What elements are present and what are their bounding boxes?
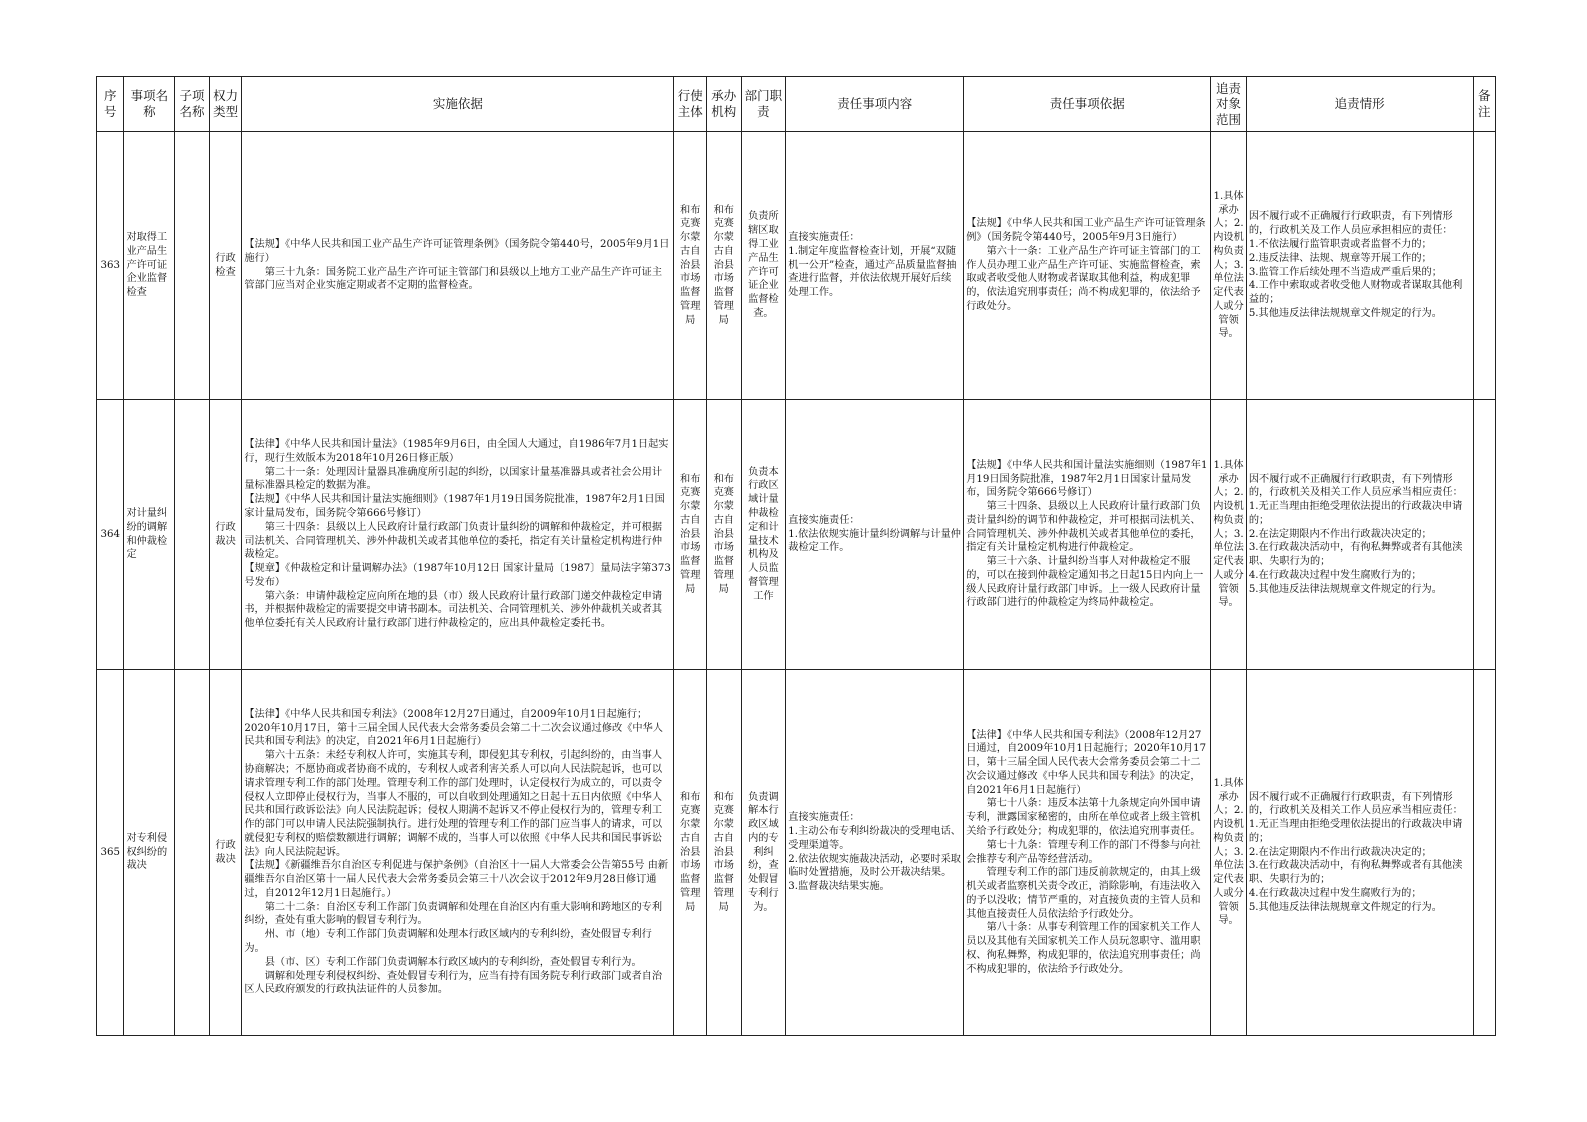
row-situation-line: 3.在行政裁决活动中，有徇私舞弊或者有其他渎职、失职行为的； — [1248, 860, 1463, 886]
row-resp-basis — [964, 132, 1211, 400]
row-situation-line: 因不履行或不正确履行行政职责，有下列情形的，行政机关及相关工作人员应承当相应责任： — [1248, 791, 1463, 817]
row-resp-basis-line: 第七十八条：违反本法第十九条规定向外国申请专利，泄露国家秘密的，由所在单位或者上级主管机关给予行政处分；构成犯罪的，依法追究刑事责任。 — [966, 798, 1201, 837]
row-duty: 负责调解本行政区域内的专利纠纷，查处假冒专利行为。 — [741, 670, 786, 1036]
row-type: 行政裁决 — [209, 400, 242, 670]
row-resp-basis-line: 第八十条：从事专利管理工作的国家机关工作人员以及其他有关国家机关工作人员玩忽职守、滥用职权、徇私舞弊，构成犯罪的，依法追究刑事责任；尚不构成犯罪的，依法给予行政处分。 — [966, 922, 1201, 975]
row-duty: 负责所辖区取得工业产品生产许可证企业监督检查。 — [741, 132, 786, 400]
row-name: 对取得工业产品生产许可证企业监督检查 — [124, 132, 175, 400]
row-content — [786, 132, 964, 400]
row-content-line: 1.依法依规实施计量纠纷调解与计量仲裁检定工作。 — [788, 528, 961, 554]
row-basis-line: 【规章】《仲裁检定和计量调解办法》（1987年10月12日 国家计量局〔1987〕量局法字第373号发布） — [244, 563, 671, 588]
row-content — [786, 670, 964, 1036]
row-resp-basis — [964, 670, 1211, 1036]
row-situation — [1246, 670, 1473, 1036]
row-situation — [1246, 400, 1473, 670]
row-note — [1473, 132, 1495, 400]
row-basis-line: 第二十一条：处理因计量器具准确度所引起的纠纷，以国家计量基准器具或者社会公用计量标准器具检定的数据为准。 — [244, 466, 663, 492]
row-basis-line: 第三十四条：县级以上人民政府计量行政部门负责计量纠纷的调解和仲裁检定，并可根据司法机关、合同管理机关、涉外仲裁机关或者其他单位的委托，指定有关计量检定机构进行仲裁检定。 — [244, 521, 663, 561]
row-type: 行政检查 — [209, 132, 242, 400]
row-situation-line: 2.在法定期限内不作出行政裁决决定的； — [1248, 528, 1432, 540]
row-name: 对专利侵权纠纷的裁决 — [124, 670, 175, 1036]
row-situation-line: 1.无正当理由拒绝受理依法提出的行政裁决申请的； — [1248, 819, 1463, 844]
row-situation-line: 1.不依法履行监管职责或者监督不力的； — [1248, 238, 1432, 250]
row-content — [786, 400, 964, 670]
row-resp-basis-line: 管理专利工作的部门违反前款规定的，由其上级机关或者监察机关责令改正，消除影响，有违法收入的予以没收；情节严重的，对直接负责的主管人员和其他直接责任人员依法给予行政处分。 — [966, 867, 1201, 920]
row-situation-line: 2.在法定期限内不作出行政裁决决定的； — [1248, 846, 1432, 858]
row-basis-line: 第六十五条：未经专利权人许可，实施其专利，即侵犯其专利权，引起纠纷的，由当事人协商解决；不愿协商或者协商不成的，专利权人或者利害关系人可以向人民法院起诉，也可以请求管理专利工作的部门处理。管理专利工作的部门处理时，认定侵权行为成立的，可以责令侵权人立即停止侵权行为，当事人不服的，可以自收到处理通知之日起十五日内依照《中华人民共和国行政诉讼法》向人民法院起诉；侵权人期满不起诉又不停止侵权行为的，管理专利工作的部门可以申请人民法院强制执行。进行处理的管理专利工作的部门应当事人的请求，可以就侵犯专利权的赔偿数额进行调解；调解不成的，当事人可以依照《中华人民共和国民事诉讼法》向人民法院起诉。 — [244, 750, 663, 858]
row-basis-line: 【法规】《新疆维吾尔自治区专利促进与保护条例》（自治区十一届人大常委会公告第55号 由新疆维吾尔自治区第十一届人民代表大会常务委员会第三十八次会议于2012年9月28日修订通过，自2012年12月1日起施行。） — [244, 860, 669, 899]
row-situation-line: 4.工作中索取或者收受他人财物或者谋取其他利益的； — [1248, 280, 1463, 306]
row-scope: 1.具体承办人；2.内设机构负责人；3.单位法定代表人或分管领导。 — [1211, 400, 1247, 670]
row-basis-line: 【法规】《中华人民共和国工业产品生产许可证管理条例》（国务院令第440号，2005年9月1日施行） — [244, 238, 670, 264]
row-basis-line: 【法规】《中华人民共和国计量法实施细则》（1987年1月19日国务院批准，1987年2月1日国家计量局发布，国务院令第666号修订） — [244, 494, 665, 519]
row-situation-line: 5.其他违反法律法规规章文件规定的行为。 — [1248, 901, 1442, 913]
row-content-line: 3.监督裁决结果实施。 — [788, 881, 890, 893]
row-situation — [1246, 132, 1473, 400]
header-content: 责任事项内容 — [786, 77, 964, 132]
header-scope: 追责对象范围 — [1211, 77, 1247, 132]
row-situation-line: 3.监管工作后续处理不当造成严重后果的； — [1248, 266, 1442, 278]
header-basis: 实施依据 — [242, 77, 674, 132]
header-situation: 追责情形 — [1246, 77, 1473, 132]
row-basis-line: 【法律】《中华人民共和国计量法》（1985年9月6日，由全国人大通过，自1986年7月1日起实行，现行生效版本为2018年10月26日修正版） — [244, 439, 669, 464]
row-situation-line: 5.其他违反法律法规规章文件规定的行为。 — [1248, 307, 1442, 319]
row-scope: 1.具体承办人；2.内设机构负责人；3.单位法定代表人或分管领导。 — [1211, 132, 1247, 400]
row-resp-basis-line: 第三十六条、计量纠纷当事人对仲裁检定不服的，可以在接到仲裁检定通知书之日起15日内向上一级人民政府计量行政部门申诉。上一级人民政府计量行政部门进行的仲裁检定为终局仲裁检定。 — [966, 556, 1204, 609]
row-content-line: 2.依法依规实施裁决活动，必要时采取临时处置措施，及时公开裁决结果。 — [788, 853, 961, 879]
row-duty: 负责本行政区域计量仲裁检定和计量技术机构及人员监督管理工作 — [741, 400, 786, 670]
header-name: 事项名称 — [124, 77, 175, 132]
power-list-table — [96, 76, 1496, 1036]
row-situation-line: 2.违反法律、法规、规章等开展工作的； — [1248, 252, 1432, 264]
row-note — [1473, 400, 1495, 670]
row-seq: 365 — [97, 670, 124, 1036]
row-basis-line: 第三十九条：国务院工业产品生产许可证主管部门和县级以上地方工业产品生产许可证主管部门应当对企业实施定期或者不定期的监督检查。 — [244, 266, 663, 292]
header-row — [97, 77, 1496, 132]
row-basis — [242, 670, 674, 1036]
row-content-line: 直接实施责任： — [788, 514, 860, 526]
row-basis-line: 县（市、区）专利工作部门负责调解本行政区域内的专利纠纷，查处假冒专利行为。 — [264, 956, 642, 968]
row-basis-line: 第二十二条：自治区专利工作部门负责调解和处理在自治区内有重大影响和跨地区的专利纠纷，查处有重大影响的假冒专利行为。 — [244, 901, 663, 927]
header-seq: 序号 — [97, 77, 124, 132]
row-situation-line: 因不履行或不正确履行行政职责，有下列情形的，行政机关及工作人员应承担相应的责任： — [1248, 211, 1453, 237]
header-duty: 部门职责 — [741, 77, 786, 132]
row-resp-basis-line: 第六十一条：工业产品生产许可证主管部门的工作人员办理工业产品生产许可证、实施监督检查，索取或者收受他人财物或者谋取其他利益，构成犯罪的，依法追究刑事责任；尚不构成犯罪的，依法给予行政处分。 — [966, 245, 1201, 312]
row-situation-line: 3.在行政裁决活动中，有徇私舞弊或者有其他渎职、失职行为的； — [1248, 542, 1463, 568]
row-type: 行政裁决 — [209, 670, 242, 1036]
row-resp-basis-line: 第七十九条：管理专利工作的部门不得参与向社会推荐专利产品等经营活动。 — [966, 839, 1201, 865]
row-org: 和布克赛尔蒙古自治县市场监督管理局 — [706, 132, 741, 400]
table-row — [97, 400, 1496, 670]
row-content-line: 直接实施责任： — [788, 232, 860, 244]
header-note: 备注 — [1473, 77, 1495, 132]
row-resp-basis-line: 【法律】《中华人民共和国专利法》（2008年12月27日通过，自2009年10月1日起施行；2020年10月17日，第十三届全国人民代表大会常务委员会第二十二次会议通过修改《中华人民共和国专利法》的决定，自2021年6月1日起施行） — [966, 729, 1207, 796]
row-basis-line: 第六条：申请仲裁检定应向所在地的县（市）级人民政府计量行政部门递交仲裁检定申请书，并根据仲裁检定的需要提交申请书副本。司法机关、合同管理机关、涉外仲裁机关或者其他单位委托有关人民政府计量行政部门进行仲裁检定的，应出具仲裁检定委托书。 — [244, 590, 663, 630]
row-situation-line: 4.在行政裁决过程中发生腐败行为的； — [1248, 569, 1422, 581]
row-situation-line: 1.无正当理由拒绝受理依法提出的行政裁决申请的； — [1248, 501, 1463, 526]
row-content-line: 1.制定年度监督检查计划，开展“双随机一公开”检查，通过产品质量监督抽查进行监督，并依法依规开展好后续处理工作。 — [788, 245, 957, 299]
table-row — [97, 670, 1496, 1036]
row-basis-line: 州、市（地）专利工作部门负责调解和处理本行政区域内的专利纠纷，查处假冒专利行为。 — [244, 929, 652, 954]
row-org: 和布克赛尔蒙古自治县市场监督管理局 — [706, 670, 741, 1036]
header-org: 承办机构 — [706, 77, 741, 132]
row-resp-basis-line: 第三十四条、县级以上人民政府计量行政部门负责计量纠纷的调节和仲裁检定，并可根据司法机关、合同管理机关、涉外仲裁机关或者其他单位的委托，指定有关计量检定机构进行仲裁检定。 — [966, 501, 1201, 554]
row-basis-line: 【法律】《中华人民共和国专利法》（2008年12月27日通过，自2009年10月1日起施行；2020年10月17日，第十三届全国人民代表大会常务委员会第二十二次会议通过修改《中华人民共和国专利法》的决定，自2021年6月1日起施行） — [244, 708, 663, 748]
row-resp-basis-line: 【法规】《中华人民共和国计量法实施细则（1987年1月19日国务院批准，1987年2月1日国家计量局发布，国务院令第666号修订） — [966, 459, 1208, 499]
row-resp-basis — [964, 400, 1211, 670]
table-body — [97, 132, 1496, 1036]
header-subject: 行使主体 — [674, 77, 707, 132]
row-note — [1473, 670, 1495, 1036]
row-seq: 363 — [97, 132, 124, 400]
row-situation-line: 4.在行政裁决过程中发生腐败行为的； — [1248, 887, 1422, 899]
row-situation-line: 5.其他违反法律法规规章文件规定的行为。 — [1248, 583, 1442, 595]
row-sub — [175, 132, 210, 400]
table-row — [97, 132, 1496, 400]
row-content-line: 1.主动公布专利纠纷裁决的受理电话、受理渠道等。 — [788, 825, 961, 851]
row-subject: 和布克赛尔蒙古自治县市场监督管理局 — [674, 400, 707, 670]
row-resp-basis-line: 【法规】《中华人民共和国工业产品生产许可证管理条例》（国务院令第440号，2005年9月3日施行） — [966, 218, 1206, 244]
header-type: 权力类型 — [209, 77, 242, 132]
row-subject: 和布克赛尔蒙古自治县市场监督管理局 — [674, 670, 707, 1036]
row-basis — [242, 132, 674, 400]
header-sub: 子项名称 — [175, 77, 210, 132]
row-org: 和布克赛尔蒙古自治县市场监督管理局 — [706, 400, 741, 670]
header-resp-basis: 责任事项依据 — [964, 77, 1211, 132]
row-sub — [175, 670, 210, 1036]
row-basis — [242, 400, 674, 670]
row-situation-line: 因不履行或不正确履行行政职责，有下列情形的，行政机关及相关工作人员应承当相应责任： — [1248, 473, 1463, 499]
row-basis-line: 调解和处理专利侵权纠纷、查处假冒专利行为，应当有持有国务院专利行政部门或者自治区人民政府颁发的行政执法证件的人员参加。 — [244, 970, 663, 996]
row-scope: 1.具体承办人；2.内设机构负责人；3.单位法定代表人或分管领导。 — [1211, 670, 1247, 1036]
row-seq: 364 — [97, 400, 124, 670]
row-content-line: 直接实施责任： — [788, 812, 860, 824]
row-sub — [175, 400, 210, 670]
row-subject: 和布克赛尔蒙古自治县市场监督管理局 — [674, 132, 707, 400]
row-name: 对计量纠纷的调解和仲裁检定 — [124, 400, 175, 670]
